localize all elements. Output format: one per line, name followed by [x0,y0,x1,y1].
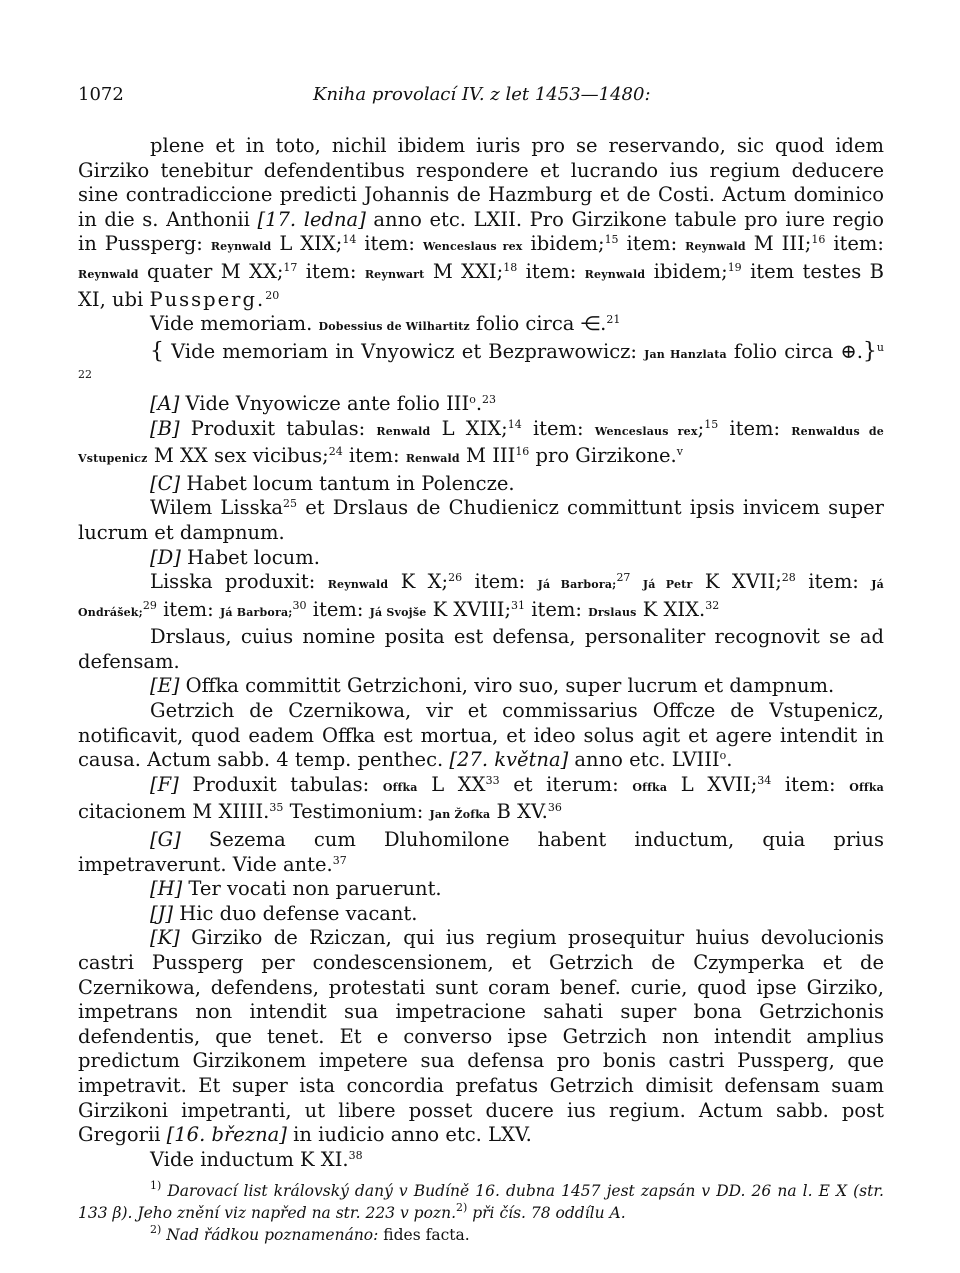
name-note: Já Barbora; [219,605,293,619]
text-run: K XVII; [692,570,782,594]
text-run: K XVIII; [426,597,512,621]
paragraph-3 [78,340,884,392]
name-note: Renwald [376,424,431,438]
footnote-ref: 27 [616,571,631,585]
paragraph-15 [78,877,884,902]
footnote-ref: 24 [328,445,343,459]
name-note: Reynwald [327,578,389,592]
paragraph-4 [78,392,884,417]
text-run: folio circa [726,339,841,363]
text-run: B XV. [490,800,548,824]
footnote-ref: 36 [547,801,562,815]
page [78,84,884,1246]
section-mark: [D] [150,545,181,569]
text-run: item: [297,259,365,283]
text-run: quater M XX; [138,259,284,283]
text-run: Offka committit Getrzichoni, viro suo, super lucrum et dampnum. [179,674,835,698]
footnote-ref: 25 [283,497,298,511]
footnote-ref: 35 [269,801,284,815]
text-run: item: [525,597,589,621]
footnote-marker: 1) [150,1179,162,1193]
text-run: K X; [388,570,449,594]
text-run: ibidem; [522,232,605,256]
text-run: Produxit tabulas: [178,772,383,796]
name-note: Reynwald [210,240,272,254]
footnote-ref: 2) [456,1201,468,1215]
name-note: Já Ondrášek; [78,578,885,619]
text-run: citacionem M XIIII. [78,800,270,824]
paragraph-17 [78,926,884,1147]
text-run: item testes B XI, ubi [78,259,885,311]
text-run: Testimonium: [283,800,430,824]
text-run: Habet locum tantum in Polencze. [180,471,515,495]
running-title: Kniha provolací IV. z let 1453—1480: [313,84,651,105]
text-run: item: [356,232,423,256]
name-note: Reynwald [685,240,746,254]
section-mark: [G] [150,828,181,852]
name-note: Offka [382,780,418,794]
text-run: Wilem Lisska [150,496,284,520]
footnote-ref: 16 [811,233,826,247]
date-note: [16. března] [166,1123,287,1147]
brace-close: } [862,338,877,364]
text-run: item: [521,416,595,440]
footnote-ref: 19 [727,260,742,274]
text-run: Vide memoriam in Vnyowicz et Bezprawowicz: [164,339,645,363]
footnote-1 [78,1180,884,1224]
folio-symbol: ⊕. [840,339,863,363]
text-run: L XVII; [667,772,758,796]
text-run: pro Girzikone. [529,444,677,468]
section-mark: [B] [150,416,180,440]
footnote-ref: 31 [511,598,526,612]
footnote-ref: u 22 [78,340,884,382]
text-run: Habet locum. [180,545,320,569]
footnote-text: Nad řádkou poznamenáno: [161,1226,379,1245]
paragraph-1 [78,134,884,312]
name-note: Reynwald [584,267,646,281]
footnote-ref: 15 [704,417,719,431]
brace-open: { [150,338,164,364]
text-run: in iudicio anno etc. LXV. [286,1123,532,1147]
paragraph-12 [78,699,884,773]
paragraph-18 [78,1148,884,1173]
text-run: plene et in toto, nichil ibidem iuris pro se reservando, sic quod idem Girziko tenebitur defendentibus respondere et lucrando ius regium deducere sine contradiccione predicti Johannis de Hazmburg et de Costi. Actum dominico in die s. Anthonii [78,134,884,231]
footnote-ref: 17 [283,260,298,274]
text-run: Produxit tabulas: [179,416,377,440]
paragraph-2 [78,312,884,340]
text-run: ibidem; [645,259,728,283]
name-note: Jan Žofka [429,808,491,822]
text-run: item: [825,232,884,256]
name-note: Dobessius de Wilhartitz [318,320,470,334]
section-mark: [J] [150,901,174,925]
ordinal-mark: o [719,749,727,763]
section-mark: [E] [150,674,180,698]
text-run: Sezema cum Dluhomilone habent inductum, quia prius impetraverunt. Vide ante. [78,828,884,876]
name-note: Reynwart [364,267,425,281]
paragraph-14 [78,828,884,877]
text-run: item: [342,444,406,468]
name-note: Renwaldus de Vstupenicz [78,424,884,466]
footnote-ref: 14 [507,417,522,431]
footnote-ref: 15 [604,233,619,247]
text-run: item: [156,597,220,621]
footnote-ref: 28 [781,571,796,585]
footnote-ref: 32 [705,598,720,612]
paragraph-13 [78,773,884,828]
text-run: et iterum: [499,772,633,796]
text-run: item: [718,416,792,440]
footnote-ref: 16 [515,445,530,459]
name-note: Já Barbora; [537,578,617,592]
folio-symbol: ⋲. [580,312,607,336]
footnote-ref: 38 [348,1148,363,1162]
section-mark: [H] [150,877,183,901]
text-run: folio circa [469,312,581,336]
name-note: Já Svojše [369,605,427,619]
text-run: Hic duo defense vacant. [173,901,418,925]
text-run: M XX sex vicibus; [147,444,329,468]
text-run: M XXI; [424,259,504,283]
text-run: Ter vocati non paruerunt. [182,877,442,901]
footnote-ref: 26 [448,571,463,585]
footnote-ref: v [676,445,683,459]
date-note: [17. ledna] [257,207,366,231]
section-mark: [F] [150,772,179,796]
paragraph-11 [78,674,884,699]
name-note: Reynwald [78,267,139,281]
text-run: ; [697,416,705,440]
text-run: L XIX; [430,416,508,440]
page-number: 1072 [78,84,124,105]
paragraph-16 [78,902,884,927]
footnote-ref: 34 [757,773,772,787]
footnote-ref: 23 [482,392,497,406]
text-run: item: [517,259,585,283]
paragraph-5 [78,417,884,472]
text-run: anno etc. LVIII [568,748,720,772]
text-run: M III; [745,232,812,256]
text-run: Vide Vnyowicze ante folio III [179,391,470,415]
text-run: item: [618,232,686,256]
page-header [78,84,884,114]
name-note: Renwald [405,452,460,466]
footnote-ref: 18 [503,260,518,274]
text-run: M III [459,444,516,468]
text-run: item: [306,597,370,621]
section-mark: [C] [150,471,181,495]
footnote-ref: 21 [606,313,621,327]
text-run: . [475,391,483,415]
name-note: Jan Hanzlata [644,347,727,361]
text-run: item: [771,772,850,796]
name-note: Wenceslaus rex [594,424,698,438]
footnote-text: Darovací list královský daný v Budíně 16. dubna 1457 jest zapsán v DD. 26 na l. E X (str. 133 β). Jeho znění viz napřed na str. 223 v pozn. [78,1182,884,1223]
footnote-ref: 20 [265,288,280,302]
name-note: Já Petr [642,578,693,592]
text-run: . [726,748,733,772]
section-mark: [K] [150,926,180,950]
text-run: L XIX; [271,232,343,256]
text-run: L XX [417,772,486,796]
footnote-text: při čís. 78 oddílu A. [467,1204,626,1223]
footnote-ref: 14 [342,233,357,247]
footnote-ref: 37 [332,853,347,867]
place-name: Pussperg. [149,287,266,311]
text-run: Getrzich de Czernikowa, vir et commissarius Offcze de Vstupenicz, notificavit, quod eadem Offka est mortua, et ideo solus agit et agere intendit in causa. Actum sabb. 4 temp. penthec. [78,699,884,772]
text-run: Vide inductum K XI. [150,1147,349,1171]
text-run: Girziko de Rziczan, qui ius regium prosequitur huius devolucionis castri Pussperg per condescensionem, et Getrzich de Czymperka et de Czernikowa, defendens, protestati sunt coram benef. curie, quod ipse Girziko, impetrans non intendit sua impetracione sahati super bona Getrzichonis defendentis, que tenet. Et e converso ipse Getrzich non intendit amplius predictum Girzikonem impetere sua defensa pro bonis castri Pussperg, que impetravit. Et super ista concordia prefatus Getrzich dimisit defensam suam Girzikoni impetranti, ut libere posset ducere ius regium. Actum sabb. post Gregorii [78,926,884,1147]
footnote-ref: 29 [142,598,157,612]
name-note: Wenceslaus rex [422,240,523,254]
paragraph-6 [78,472,884,497]
name-note: Drslaus [588,605,637,619]
paragraph-9 [78,570,884,625]
text-run [630,570,642,593]
paragraph-7 [78,496,884,545]
footnotes [78,1180,884,1246]
text-run: et Drslaus de Chudienicz committunt ipsis invicem super lucrum et dampnum. [78,496,885,544]
text-run: item: [795,570,872,594]
main-text [78,134,884,1172]
date-note: [27. května] [449,748,569,772]
footnote-marker: 2) [150,1223,162,1237]
text-run: Lisska produxit: [150,570,328,594]
paragraph-8 [78,546,884,571]
text-run: K XIX. [636,597,706,621]
footnote-ref: 33 [485,773,500,787]
name-note: Offka [632,780,668,794]
paragraph-10 [78,625,884,674]
footnote-2 [78,1224,884,1246]
name-note: Offka [849,780,884,794]
footnote-ref: 30 [292,598,307,612]
text-run: Drslaus, cuius nomine posita est defensa, personaliter recognovit se ad defensam. [78,625,884,673]
text-run: Vide memoriam. [150,312,319,336]
section-mark: [A] [150,391,180,415]
text-run: item: [462,570,538,594]
ordinal-mark: o [469,392,476,406]
text-run: anno etc. LXII. Pro Girzikone tabule pro iure regio in Pussperg: [78,207,884,256]
footnote-text: fides facta. [378,1226,470,1245]
